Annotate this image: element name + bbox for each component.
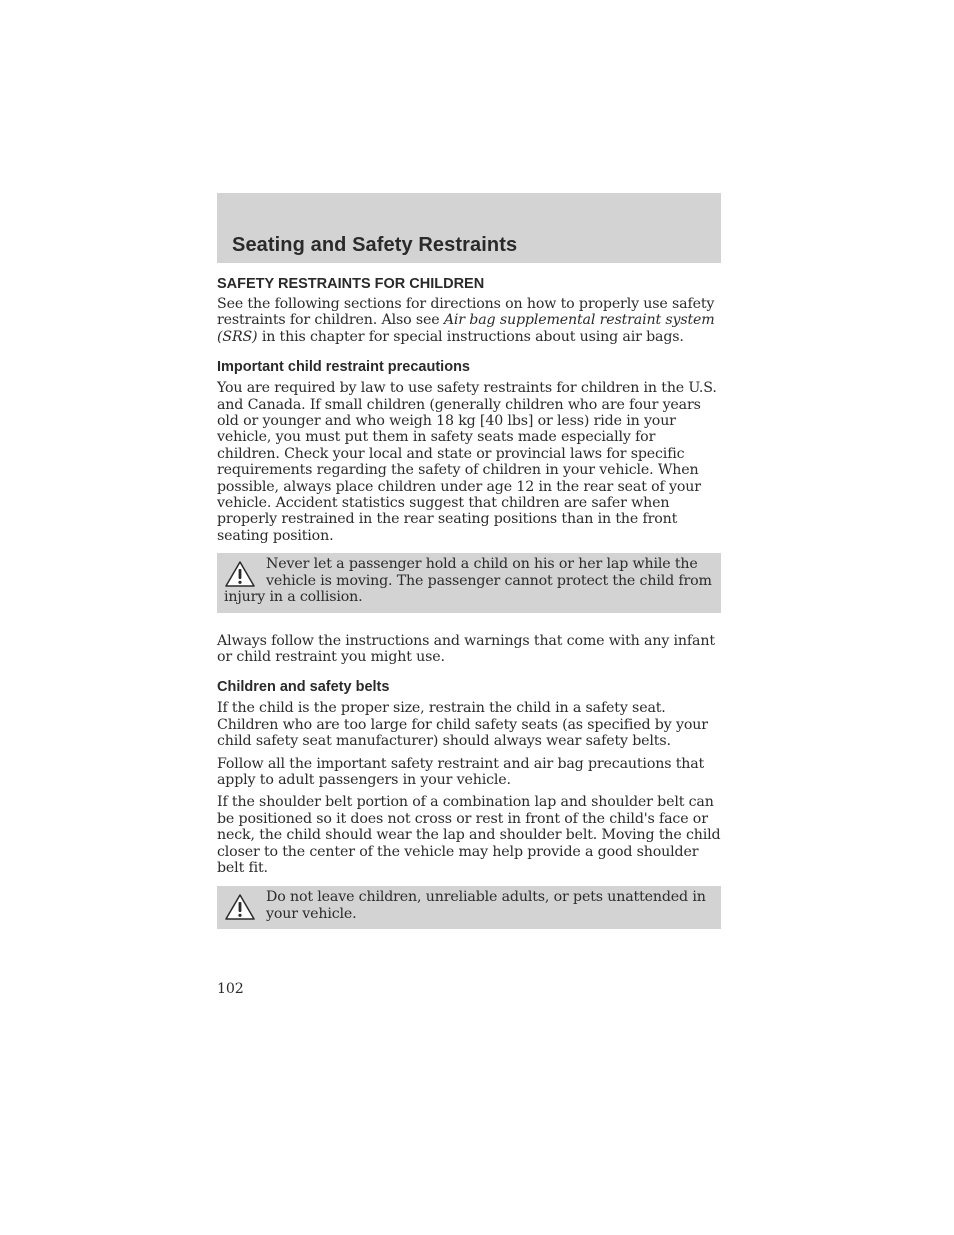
belts-paragraph-3: If the shoulder belt portion of a combination lap and shoulder belt can be positioned so it does not cross or rest in front of the child's face or neck, the child should wear the lap and shoulder belt. Moving the child closer to the center of the vehicle may help provide a good shoulder belt fit. <box>217 794 721 876</box>
section-heading: SAFETY RESTRAINTS FOR CHILDREN <box>217 276 485 292</box>
intro-text-end: in this chapter for special instructions about using air bags. <box>257 328 684 345</box>
belts-paragraph-1: If the child is the proper size, restrain the child in a safety seat. Children who are too large for child safety seats (as specified by your child safety seat manufacturer) should always wear safety belts. <box>217 700 708 750</box>
page-content <box>217 276 721 949</box>
warning-box-lap <box>217 553 721 612</box>
belts-heading: Children and safety belts <box>217 679 390 696</box>
restraint-instructions-note: Always follow the instructions and warnings that come with any infant or child restraint you might use. <box>217 632 715 665</box>
warning-triangle-icon <box>224 893 256 921</box>
precautions-heading: Important child restraint precautions <box>217 359 470 376</box>
precautions-body: You are required by law to use safety restraints for children in the U.S. and Canada. If small children (generally children who are four years old or younger and who weigh 18 kg [40 lbs] or less) ride in your vehicle, you must put them in safety seats made especially for children. Check your local and state or provincial laws for specific requirements regarding the safety of children in your vehicle. When possible, always place children under age 12 in the rear seat of your vehicle. Accident statistics suggest that children are safer when properly restrained in the rear seating positions than in the front seating position. <box>217 380 717 544</box>
belts-paragraph-2: Follow all the important safety restraint and air bag precautions that apply to adult passengers in your vehicle. <box>217 755 705 788</box>
warning-text-unattended: Do not leave children, unreliable adults, or pets unattended in your vehicle. <box>266 889 706 922</box>
warning-box-unattended <box>217 886 721 929</box>
warning-text-lap: Never let a passenger hold a child on his or her lap while the vehicle is moving. The passenger cannot protect the child from injury in a collision. <box>224 556 712 606</box>
warning-triangle-icon <box>224 560 256 588</box>
chapter-header-band <box>217 193 721 263</box>
page-number: 102 <box>217 981 244 997</box>
intro-text-start: See the following sections for directions on how to properly use safety restraints for children. Also see <box>217 296 715 329</box>
intro-cross-reference: Air bag supplemental restraint system (SRS) <box>217 312 715 345</box>
section-intro <box>217 296 721 345</box>
chapter-title: Seating and Safety Restraints <box>232 234 518 256</box>
